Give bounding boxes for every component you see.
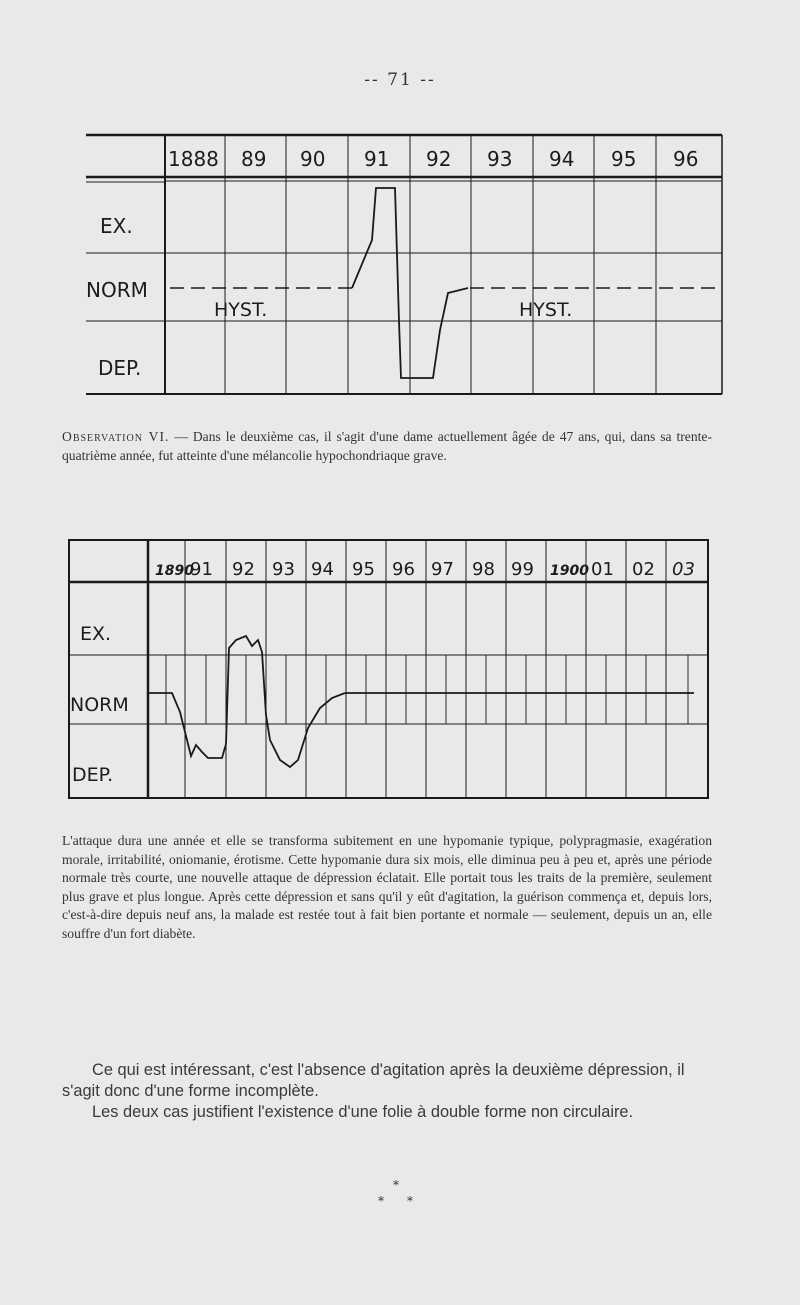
paragraph3-line1: Ce qui est intéressant, c'est l'absence d'agitation après la deuxième dépression, il s'agit donc d'une forme incomplète. [62,1061,685,1100]
chart1-year-96: 96 [673,147,699,171]
chart2-year-99: 99 [511,559,534,580]
chart2-year-1890: 1890 [155,563,194,579]
chart2-year-02: 02 [632,559,655,580]
chart2-row-ex: EX. [80,623,112,645]
chart2-year-91: 91 [190,559,213,580]
chart1-row-dep: DEP. [98,356,142,380]
chart1-row-norm: NORM [86,278,148,302]
chart2-row-norm: NORM [70,694,129,716]
chart1-year-1888: 1888 [168,147,219,171]
chart1-year-90: 90 [300,147,326,171]
chart1-year-94: 94 [549,147,575,171]
chart2-year-98: 98 [472,559,495,580]
svg-text:*: * [407,1194,413,1208]
observation-text: — Dans le deuxième cas, il s'agit d'une dame actuellement âgée de 47 ans, qui, dans sa trente-quatrième année, fut atteinte d'une mélancolie hypochondriaque grave. [62,429,712,463]
chart1-year-95: 95 [611,147,637,171]
chart1-year-91: 91 [364,147,390,171]
svg-text:*: * [378,1194,384,1208]
page-number: -- 71 -- [364,70,436,90]
chart2-year-92: 92 [232,559,255,580]
chart2-year-94: 94 [311,559,334,580]
chart1-annotation-hyst-1: HYST. [214,299,268,321]
chart1-year-92: 92 [426,147,452,171]
chart2-year-97: 97 [431,559,454,580]
chart2-year-01: 01 [591,559,614,580]
chart2-year-96: 96 [392,559,415,580]
svg-text:*: * [393,1178,399,1192]
chart2-row-dep: DEP. [72,764,114,786]
chart2-year-1900: 1900 [550,563,589,579]
paragraph3-line2: Les deux cas justifient l'existence d'une folie à double forme non circulaire. [92,1103,634,1121]
chart1-row-ex: EX. [100,214,133,238]
observation-label: Observation VI. [62,429,170,444]
body-paragraph-3 [62,1060,712,1123]
body-paragraph-2: L'attaque dura une année et elle se transforma subitement en une hypomanie typique, polypragmasie, exagération morale, irritabilité, oniomanie, érotisme. Cette hypomanie dura six mois, elle diminua peu à peu et, après une période normale très courte, une nouvelle attaque de dépression éclatait. Elle portait tous les traits de la première, seulement plus grave et plus longue. Après cette dépression et sans qu'il y eût d'agitation, la guérison commença et, depuis lors, c'est-à-dire depuis neuf ans, la malade est restée tout à fait bien portante et normale — seulement, depuis un an, elle souffre d'un fort diabète. [62,833,712,941]
chart2-year-03: 03 [672,559,695,580]
chart2-year-95: 95 [352,559,375,580]
chart1-annotation-hyst-2: HYST. [519,299,573,321]
chart1-year-93: 93 [487,147,513,171]
chart2-year-93: 93 [272,559,295,580]
asterism-ornament [372,1178,422,1208]
chart1-year-89: 89 [241,147,267,171]
